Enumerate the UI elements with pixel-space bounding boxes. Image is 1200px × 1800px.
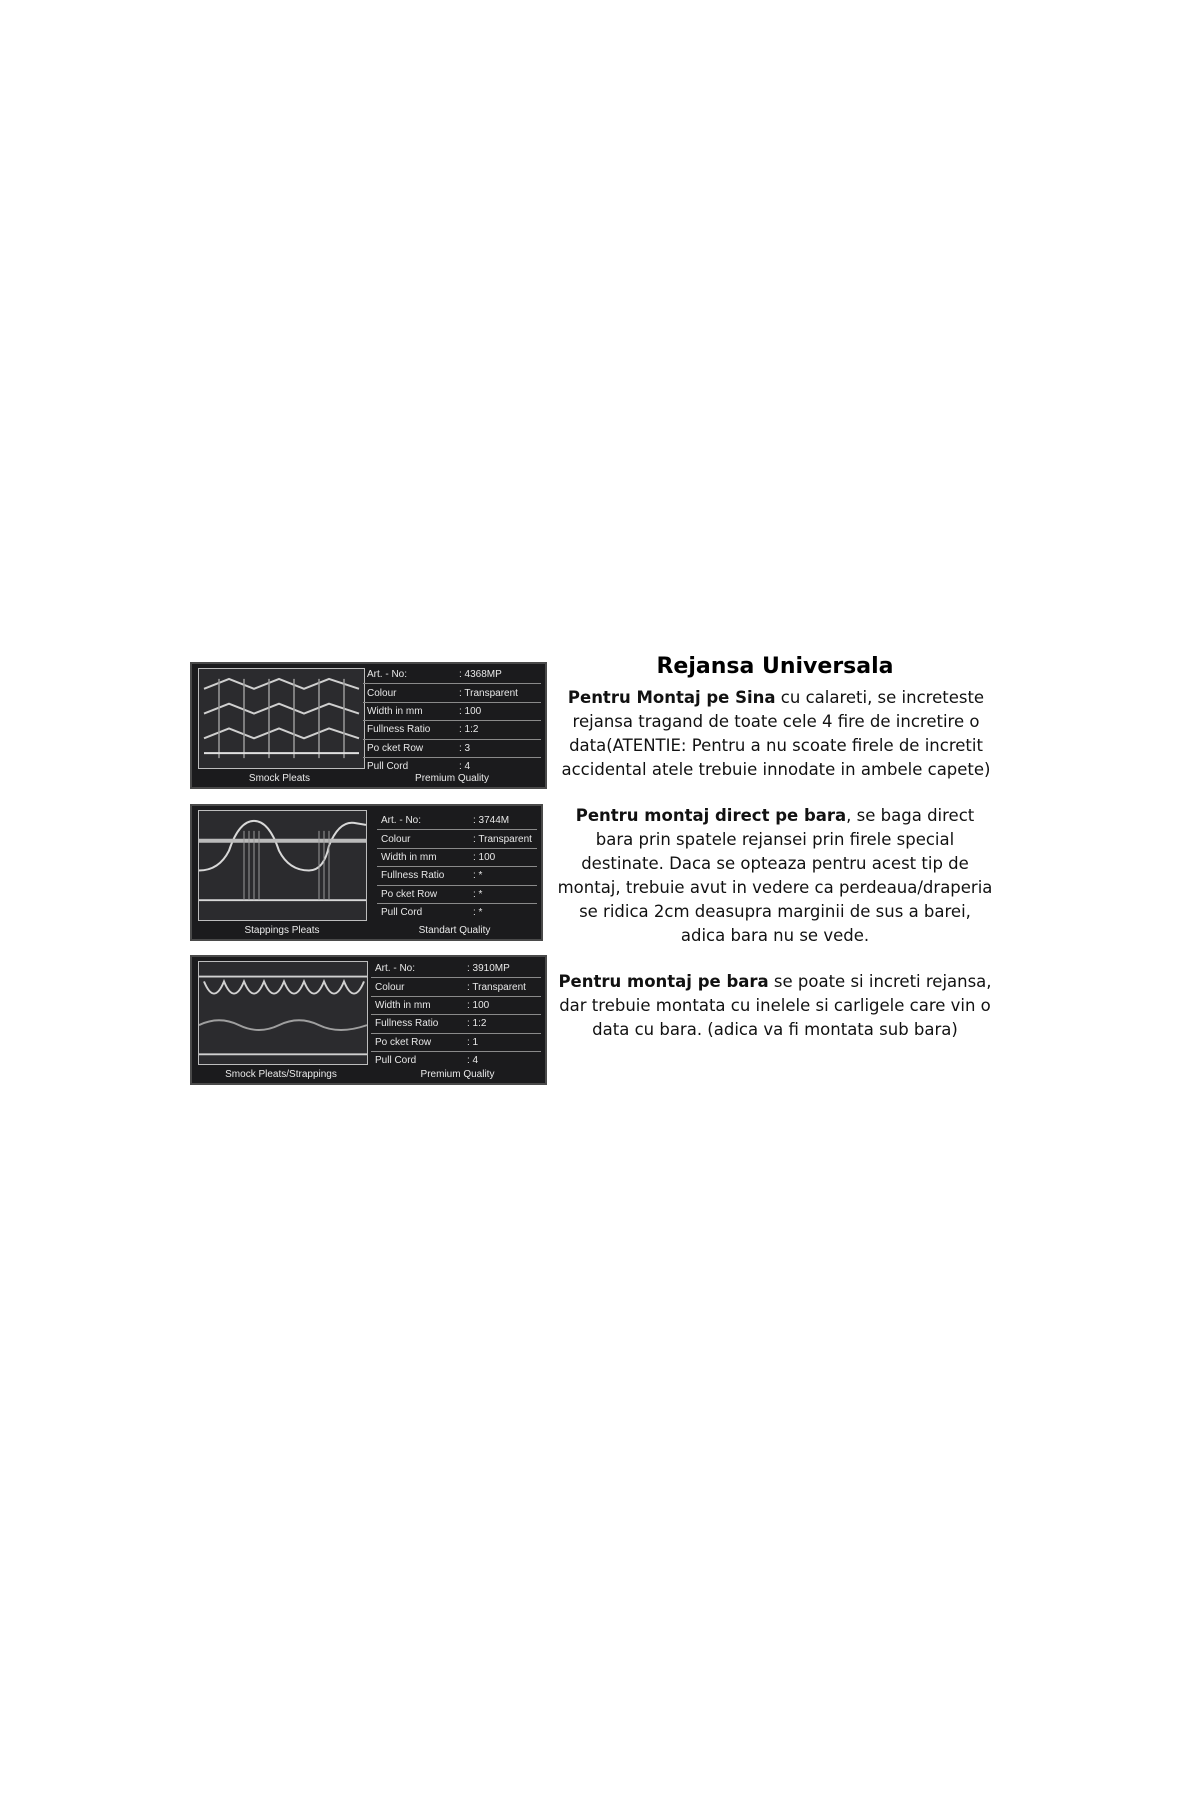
tape-photo xyxy=(198,668,365,769)
spec-label: Pull Cord xyxy=(381,907,423,919)
spec-value: : 4 xyxy=(467,1055,479,1067)
spec-row xyxy=(371,997,541,1015)
paragraph-heading: Pentru Montaj pe Sina xyxy=(567,688,776,707)
card-footer xyxy=(192,921,541,939)
spec-row xyxy=(377,886,537,904)
quality-label: Premium Quality xyxy=(415,772,489,784)
spec-label: Po cket Row xyxy=(367,742,424,754)
paragraph-direct-bar-mount xyxy=(555,804,995,948)
spec-label: Fullness Ratio xyxy=(375,1018,439,1030)
spec-label: Art. - No: xyxy=(367,669,408,681)
paragraph-rail-mount xyxy=(560,686,992,782)
spec-value: : 1 xyxy=(467,1036,479,1048)
spec-label: Pull Cord xyxy=(367,761,409,773)
paragraph-bar-mount xyxy=(555,970,995,1042)
spec-label: Width in mm xyxy=(381,851,437,863)
paragraph-text: se poate si increti rejansa, dar trebuie montata cu inelele si carligele care vin o data cu bara. (adica va fi montata sub bara) xyxy=(559,972,992,1039)
spec-table xyxy=(377,812,537,921)
spec-label: Fullness Ratio xyxy=(367,724,431,736)
spec-label: Width in mm xyxy=(375,999,431,1011)
spec-label: Colour xyxy=(367,687,397,699)
spec-row xyxy=(363,740,541,758)
spec-label: Fullness Ratio xyxy=(381,870,445,882)
tape-photo xyxy=(198,810,367,921)
spec-label: Art. - No: xyxy=(381,815,422,827)
spec-value: : 100 xyxy=(467,999,490,1011)
spec-row xyxy=(377,812,537,830)
spec-row xyxy=(363,666,541,684)
spec-value: : 3744M xyxy=(473,815,510,827)
paragraph-text: cu calareti, se increteste rejansa tragand de toate cele 4 fire de incretire o data(ATENTIE: Pentru a nu scoate firele de incretit accidental atele trebuie innodate in ambele capete) xyxy=(561,688,991,779)
spec-row xyxy=(377,849,537,867)
spec-row xyxy=(363,703,541,721)
spec-label: Pull Cord xyxy=(375,1055,417,1067)
paragraph-heading: Pentru montaj pe bara xyxy=(558,972,769,991)
spec-row xyxy=(371,978,541,996)
product-name: Smock Pleats/Strappings xyxy=(225,1068,337,1080)
spec-label: Colour xyxy=(381,833,411,845)
paragraph-heading: Pentru montaj direct pe bara xyxy=(575,806,847,825)
spec-label: Po cket Row xyxy=(381,888,438,900)
spec-value: : 3910MP xyxy=(467,963,510,975)
spec-label: Colour xyxy=(375,981,405,993)
spec-value: : * xyxy=(473,870,483,882)
spec-row xyxy=(371,1034,541,1052)
spec-value: : 4368MP xyxy=(459,669,502,681)
spec-value: : Transparent xyxy=(459,687,518,699)
card-footer xyxy=(192,1065,545,1083)
card-footer xyxy=(192,769,545,787)
spec-row xyxy=(363,721,541,739)
product-card-stappings-pleats xyxy=(190,804,543,941)
spec-label: Art. - No: xyxy=(375,963,416,975)
paragraph-text: , se baga direct bara prin spatele rejansei prin firele special destinate. Daca se opteaza pentru acest tip de montaj, trebuie avut in vedere ca perdeaua/draperia se ridica 2cm deasupra marginii de sus a barei, adica bara nu se vede. xyxy=(557,806,993,945)
spec-value: : * xyxy=(473,907,483,919)
product-name: Smock Pleats xyxy=(248,772,311,784)
spec-row xyxy=(371,1015,541,1033)
quality-label: Standart Quality xyxy=(418,924,491,936)
spec-label: Width in mm xyxy=(367,705,423,717)
spec-value: : Transparent xyxy=(467,981,526,993)
spec-label: Po cket Row xyxy=(375,1036,432,1048)
product-card-smock-pleats xyxy=(190,662,547,789)
spec-row xyxy=(371,960,541,978)
spec-value: : 100 xyxy=(459,705,482,717)
spec-value: : Transparent xyxy=(473,833,532,845)
product-card-smock-pleats-strappings xyxy=(190,955,547,1085)
spec-table xyxy=(371,960,541,1065)
product-name: Stappings Pleats xyxy=(244,924,320,936)
spec-table xyxy=(363,666,541,773)
page-title: Rejansa Universala xyxy=(656,654,894,679)
spec-value: : * xyxy=(473,888,483,900)
spec-value: : 1:2 xyxy=(459,724,479,736)
tape-photo xyxy=(198,961,368,1065)
spec-value: : 100 xyxy=(473,851,496,863)
spec-value: : 4 xyxy=(459,761,471,773)
spec-row xyxy=(377,904,537,921)
quality-label: Premium Quality xyxy=(420,1068,495,1080)
spec-value: : 1:2 xyxy=(467,1018,487,1030)
spec-row xyxy=(363,684,541,702)
spec-row xyxy=(377,867,537,885)
spec-row xyxy=(377,830,537,848)
spec-value: : 3 xyxy=(459,742,471,754)
